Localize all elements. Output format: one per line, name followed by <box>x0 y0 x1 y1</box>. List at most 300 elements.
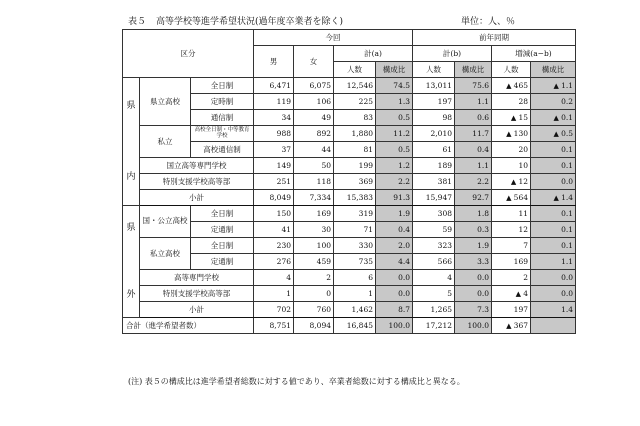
table-row <box>123 286 576 302</box>
current-total <box>334 94 376 110</box>
table-row <box>123 206 576 222</box>
row-label: 高等専門学校 <box>140 270 254 286</box>
header-current: 今回 <box>254 30 413 46</box>
male-count <box>254 238 294 254</box>
change-count <box>492 254 531 270</box>
row-label: 全日制 <box>191 78 254 94</box>
male-count-value: 37 <box>281 144 291 154</box>
prev-total <box>413 222 455 238</box>
prev-total-value: 308 <box>437 208 452 218</box>
current-ratio <box>376 174 413 190</box>
male-count-value: 251 <box>276 176 291 186</box>
header-total-a: 計(a) <box>334 46 413 62</box>
female-count <box>294 78 334 94</box>
table-number: 表５ <box>128 17 147 27</box>
row-label: 特別支援学校高等部 <box>140 286 254 302</box>
change-ratio-value: 0.1 <box>561 112 573 122</box>
female-count <box>294 206 334 222</box>
current-ratio <box>376 270 413 286</box>
current-total <box>334 318 376 334</box>
current-ratio-value: 2.0 <box>398 240 410 250</box>
current-total-value: 71 <box>363 224 373 234</box>
male-count <box>254 254 294 270</box>
current-ratio <box>376 126 413 142</box>
female-count-value: 892 <box>316 128 331 138</box>
male-count-value: 150 <box>276 208 291 218</box>
male-count-value: 41 <box>281 224 291 234</box>
table-row <box>123 158 576 174</box>
change-ratio-value: 0.1 <box>561 144 573 154</box>
prev-ratio <box>455 174 492 190</box>
male-count <box>254 142 294 158</box>
current-ratio-value: 0.0 <box>398 288 410 298</box>
header-category: 区分 <box>123 30 254 78</box>
male-count-value: 276 <box>276 256 291 266</box>
change-ratio <box>531 254 576 270</box>
unit-label: 単位：人、％ <box>460 17 515 27</box>
current-ratio-value: 2.2 <box>398 176 410 186</box>
current-total-value: 1,880 <box>351 128 373 138</box>
change-count-value: 367 <box>513 320 528 330</box>
female-count <box>294 94 334 110</box>
prev-total <box>413 238 455 254</box>
female-count-value: 100 <box>316 240 331 250</box>
female-count <box>294 222 334 238</box>
prev-total-value: 189 <box>437 160 452 170</box>
change-ratio-value: 1.1 <box>561 80 573 90</box>
prev-total <box>413 254 455 270</box>
prev-ratio-value: 1.9 <box>477 240 489 250</box>
decrease-triangle-icon: ▲ <box>506 321 514 330</box>
change-ratio <box>531 318 576 334</box>
row-label: 小計 <box>140 190 254 206</box>
prev-ratio <box>455 318 492 334</box>
decrease-triangle-icon: ▲ <box>506 129 514 138</box>
table-row <box>123 110 576 126</box>
female-count <box>294 126 334 142</box>
header-b-people: 人数 <box>413 62 455 78</box>
row-label: 国立高等専門学校 <box>140 158 254 174</box>
table-title-text: 高等学校等進学希望状況(過年度卒業者を除く) <box>156 17 344 27</box>
prev-total <box>413 174 455 190</box>
table-row <box>123 238 576 254</box>
current-total <box>334 158 376 174</box>
current-total-value: 735 <box>358 256 373 266</box>
change-count <box>492 286 531 302</box>
prev-ratio <box>455 286 492 302</box>
female-count-value: 118 <box>316 176 331 186</box>
table-row <box>123 174 576 190</box>
change-ratio-value: 1.4 <box>561 304 573 314</box>
change-ratio-value: 0.5 <box>561 128 573 138</box>
prev-total-value: 17,212 <box>425 320 452 330</box>
male-count <box>254 94 294 110</box>
header-b-ratio: 構成比 <box>455 62 492 78</box>
current-total <box>334 238 376 254</box>
prev-ratio-value: 7.3 <box>477 304 489 314</box>
current-ratio-value: 0.0 <box>398 272 410 282</box>
prev-ratio-value: 3.3 <box>477 256 489 266</box>
current-total-value: 6 <box>368 272 373 282</box>
row-label: 全日制 <box>191 206 254 222</box>
male-count <box>254 222 294 238</box>
change-ratio-value: 0.1 <box>561 160 573 170</box>
female-count <box>294 286 334 302</box>
change-ratio <box>531 238 576 254</box>
change-count <box>492 318 531 334</box>
current-ratio-value: 74.5 <box>393 80 410 90</box>
table-row <box>123 318 576 334</box>
prev-total-value: 59 <box>442 224 452 234</box>
prev-ratio-value: 0.4 <box>477 144 489 154</box>
female-count-value: 0 <box>326 288 331 298</box>
male-count <box>254 270 294 286</box>
change-count-value: 4 <box>523 288 528 298</box>
change-ratio <box>531 174 576 190</box>
change-ratio <box>531 302 576 318</box>
current-total-value: 16,845 <box>346 320 373 330</box>
group-outside-char-2: 外 <box>126 289 136 300</box>
female-count <box>294 190 334 206</box>
current-ratio-value: 0.4 <box>398 224 410 234</box>
prev-ratio <box>455 94 492 110</box>
current-total-value: 81 <box>363 144 373 154</box>
current-ratio <box>376 286 413 302</box>
male-count <box>254 126 294 142</box>
change-count-value: 465 <box>513 80 528 90</box>
prev-total-value: 323 <box>437 240 452 250</box>
prev-total <box>413 94 455 110</box>
female-count-value: 760 <box>316 304 331 314</box>
current-ratio-value: 11.2 <box>393 128 410 138</box>
female-count-value: 6,075 <box>309 80 331 90</box>
change-count <box>492 238 531 254</box>
male-count-value: 8,049 <box>269 192 291 202</box>
table-title <box>128 14 343 27</box>
row-label: 高校全日制・中等教育学校 <box>191 126 254 142</box>
change-ratio <box>531 142 576 158</box>
current-total-value: 12,546 <box>346 80 373 90</box>
header-d-people: 人数 <box>492 62 531 78</box>
change-count-value: 130 <box>513 128 528 138</box>
row-label: 定通制 <box>191 222 254 238</box>
female-count <box>294 302 334 318</box>
prev-total-value: 1,265 <box>430 304 452 314</box>
female-count-value: 106 <box>316 96 331 106</box>
prev-total-value: 98 <box>442 112 452 122</box>
change-count <box>492 78 531 94</box>
current-ratio <box>376 94 413 110</box>
current-ratio-value: 1.3 <box>398 96 410 106</box>
female-count <box>294 238 334 254</box>
prev-ratio <box>455 142 492 158</box>
prev-ratio <box>455 302 492 318</box>
female-count <box>294 174 334 190</box>
prev-ratio-value: 100.0 <box>467 320 489 330</box>
current-total <box>334 174 376 190</box>
current-total <box>334 126 376 142</box>
current-ratio <box>376 158 413 174</box>
decrease-triangle-icon: ▲ <box>553 81 562 90</box>
table-row <box>123 302 576 318</box>
prev-total <box>413 142 455 158</box>
change-ratio <box>531 206 576 222</box>
current-total-value: 225 <box>358 96 373 106</box>
female-count-value: 8,094 <box>309 320 331 330</box>
current-total <box>334 142 376 158</box>
male-count <box>254 302 294 318</box>
change-count-value: 10 <box>518 160 528 170</box>
female-count-value: 2 <box>326 272 331 282</box>
change-count-value: 12 <box>518 224 528 234</box>
change-count <box>492 142 531 158</box>
female-count-value: 49 <box>321 112 331 122</box>
male-count-value: 119 <box>276 96 291 106</box>
group-prefectural-high: 県立高校 <box>140 78 191 126</box>
prev-total <box>413 206 455 222</box>
male-count <box>254 286 294 302</box>
male-count-value: 230 <box>276 240 291 250</box>
prev-total <box>413 318 455 334</box>
change-ratio-value: 1.4 <box>561 192 573 202</box>
prev-ratio-value: 11.7 <box>472 128 489 138</box>
change-count <box>492 222 531 238</box>
female-count <box>294 254 334 270</box>
female-count-value: 44 <box>321 144 331 154</box>
decrease-triangle-icon: ▲ <box>553 113 562 122</box>
female-count-value: 459 <box>316 256 331 266</box>
header-change: 増減(a−b) <box>492 46 576 62</box>
current-total <box>334 110 376 126</box>
change-count-value: 11 <box>518 208 528 218</box>
prev-ratio <box>455 206 492 222</box>
current-ratio <box>376 78 413 94</box>
change-ratio <box>531 158 576 174</box>
change-ratio <box>531 286 576 302</box>
change-ratio <box>531 190 576 206</box>
prev-total <box>413 190 455 206</box>
table-row <box>123 78 576 94</box>
change-count-value: 2 <box>523 272 528 282</box>
change-ratio-value: 0.0 <box>561 288 573 298</box>
current-total <box>334 254 376 270</box>
current-ratio-value: 91.3 <box>393 192 410 202</box>
group-prefecture-inside <box>123 78 140 206</box>
current-total-value: 319 <box>358 208 373 218</box>
prev-ratio <box>455 254 492 270</box>
group-national-public-high: 国・公立高校 <box>140 206 191 238</box>
male-count-value: 6,471 <box>269 80 291 90</box>
header-total-b: 計(b) <box>413 46 492 62</box>
prev-ratio-value: 1.1 <box>477 96 489 106</box>
row-label: 高校通信制 <box>191 142 254 158</box>
male-count <box>254 174 294 190</box>
group-private: 私立 <box>140 126 191 158</box>
change-count-value: 197 <box>513 304 528 314</box>
male-count <box>254 206 294 222</box>
current-ratio <box>376 238 413 254</box>
prev-ratio <box>455 222 492 238</box>
prev-total <box>413 286 455 302</box>
header-a-people: 人数 <box>334 62 376 78</box>
decrease-triangle-icon: ▲ <box>515 289 524 298</box>
current-total-value: 1 <box>368 288 373 298</box>
female-count-value: 7,334 <box>309 192 331 202</box>
change-ratio <box>531 270 576 286</box>
female-count-value: 30 <box>321 224 331 234</box>
change-ratio-value: 0.1 <box>561 240 573 250</box>
row-label: 小計 <box>140 302 254 318</box>
decrease-triangle-icon: ▲ <box>553 193 562 202</box>
current-total-value: 199 <box>358 160 373 170</box>
prev-ratio-value: 75.6 <box>472 80 489 90</box>
row-label: 定通制 <box>191 254 254 270</box>
change-ratio <box>531 94 576 110</box>
change-count-value: 28 <box>518 96 528 106</box>
prev-ratio-value: 2.2 <box>477 176 489 186</box>
change-count <box>492 94 531 110</box>
prev-total-value: 566 <box>437 256 452 266</box>
current-total <box>334 302 376 318</box>
male-count-value: 149 <box>276 160 291 170</box>
prev-total-value: 15,947 <box>425 192 452 202</box>
prev-total-value: 61 <box>442 144 452 154</box>
change-count <box>492 190 531 206</box>
prev-ratio <box>455 78 492 94</box>
change-count-value: 564 <box>513 192 528 202</box>
current-total <box>334 206 376 222</box>
change-ratio <box>531 78 576 94</box>
prev-total <box>413 158 455 174</box>
current-ratio <box>376 206 413 222</box>
prev-total <box>413 110 455 126</box>
female-count-value: 169 <box>316 208 331 218</box>
group-private-high: 私立高校 <box>140 238 191 270</box>
female-count <box>294 318 334 334</box>
change-ratio-value: 0.2 <box>561 96 573 106</box>
change-count <box>492 302 531 318</box>
table-row <box>123 190 576 206</box>
row-label: 合計（進学希望者数） <box>123 318 254 334</box>
change-ratio <box>531 110 576 126</box>
decrease-triangle-icon: ▲ <box>510 113 519 122</box>
prev-ratio-value: 1.1 <box>477 160 489 170</box>
group-inside-char-1: 県 <box>126 100 136 111</box>
current-total <box>334 270 376 286</box>
change-count <box>492 270 531 286</box>
row-label: 通信制 <box>191 110 254 126</box>
current-total <box>334 78 376 94</box>
prev-ratio <box>455 238 492 254</box>
male-count-value: 4 <box>286 272 291 282</box>
table-row <box>123 126 576 142</box>
current-ratio-value: 0.5 <box>398 112 410 122</box>
table-row <box>123 254 576 270</box>
male-count <box>254 78 294 94</box>
change-ratio-value: 0.0 <box>561 176 573 186</box>
current-total-value: 330 <box>358 240 373 250</box>
male-count <box>254 190 294 206</box>
change-ratio-value: 0.0 <box>561 272 573 282</box>
decrease-triangle-icon: ▲ <box>510 177 519 186</box>
male-count-value: 1 <box>286 288 291 298</box>
footnote: (注) 表５の構成比は進学希望者総数に対する値であり、卒業者総数に対する構成比と異なる。 <box>128 377 465 386</box>
group-prefecture-outside <box>123 206 140 318</box>
male-count <box>254 158 294 174</box>
current-ratio <box>376 142 413 158</box>
prev-total-value: 381 <box>437 176 452 186</box>
current-ratio <box>376 190 413 206</box>
male-count <box>254 110 294 126</box>
table-row <box>123 94 576 110</box>
current-total-value: 15,383 <box>346 192 373 202</box>
prev-ratio <box>455 270 492 286</box>
group-inside-char-2: 内 <box>126 171 136 182</box>
current-total <box>334 286 376 302</box>
prev-ratio-value: 92.7 <box>472 192 489 202</box>
prev-total <box>413 126 455 142</box>
current-ratio-value: 8.7 <box>398 304 410 314</box>
current-ratio-value: 0.5 <box>398 144 410 154</box>
male-count-value: 34 <box>281 112 291 122</box>
prev-ratio-value: 1.8 <box>477 208 489 218</box>
prev-ratio-value: 0.0 <box>477 272 489 282</box>
header-prev: 前年同期 <box>413 30 576 46</box>
prev-total-value: 13,011 <box>425 80 452 90</box>
table-row <box>123 222 576 238</box>
change-count <box>492 126 531 142</box>
change-count-value: 169 <box>513 256 528 266</box>
current-total <box>334 222 376 238</box>
change-count <box>492 158 531 174</box>
change-ratio <box>531 126 576 142</box>
female-count <box>294 142 334 158</box>
decrease-triangle-icon: ▲ <box>506 81 514 90</box>
prev-ratio-value: 0.3 <box>477 224 489 234</box>
female-count-value: 50 <box>321 160 331 170</box>
decrease-triangle-icon: ▲ <box>506 193 514 202</box>
change-count <box>492 174 531 190</box>
current-ratio <box>376 302 413 318</box>
current-ratio-value: 1.2 <box>398 160 410 170</box>
header-a-ratio: 構成比 <box>376 62 413 78</box>
current-total-value: 1,462 <box>351 304 373 314</box>
change-count <box>492 206 531 222</box>
prev-ratio-value: 0.0 <box>477 288 489 298</box>
table-row <box>123 142 576 158</box>
change-count-value: 20 <box>518 144 528 154</box>
prev-total <box>413 302 455 318</box>
change-ratio-value: 1.1 <box>561 256 573 266</box>
current-ratio <box>376 222 413 238</box>
prev-ratio <box>455 110 492 126</box>
male-count-value: 8,751 <box>269 320 291 330</box>
current-ratio-value: 4.4 <box>398 256 410 266</box>
current-total <box>334 190 376 206</box>
header-d-ratio: 構成比 <box>531 62 576 78</box>
data-table <box>122 29 576 334</box>
prev-total-value: 197 <box>437 96 452 106</box>
prev-total-value: 4 <box>447 272 452 282</box>
prev-total-value: 5 <box>447 288 452 298</box>
prev-ratio <box>455 126 492 142</box>
prev-ratio <box>455 190 492 206</box>
male-count-value: 702 <box>276 304 291 314</box>
change-ratio <box>531 222 576 238</box>
change-count-value: 7 <box>523 240 528 250</box>
current-ratio <box>376 110 413 126</box>
prev-ratio <box>455 158 492 174</box>
